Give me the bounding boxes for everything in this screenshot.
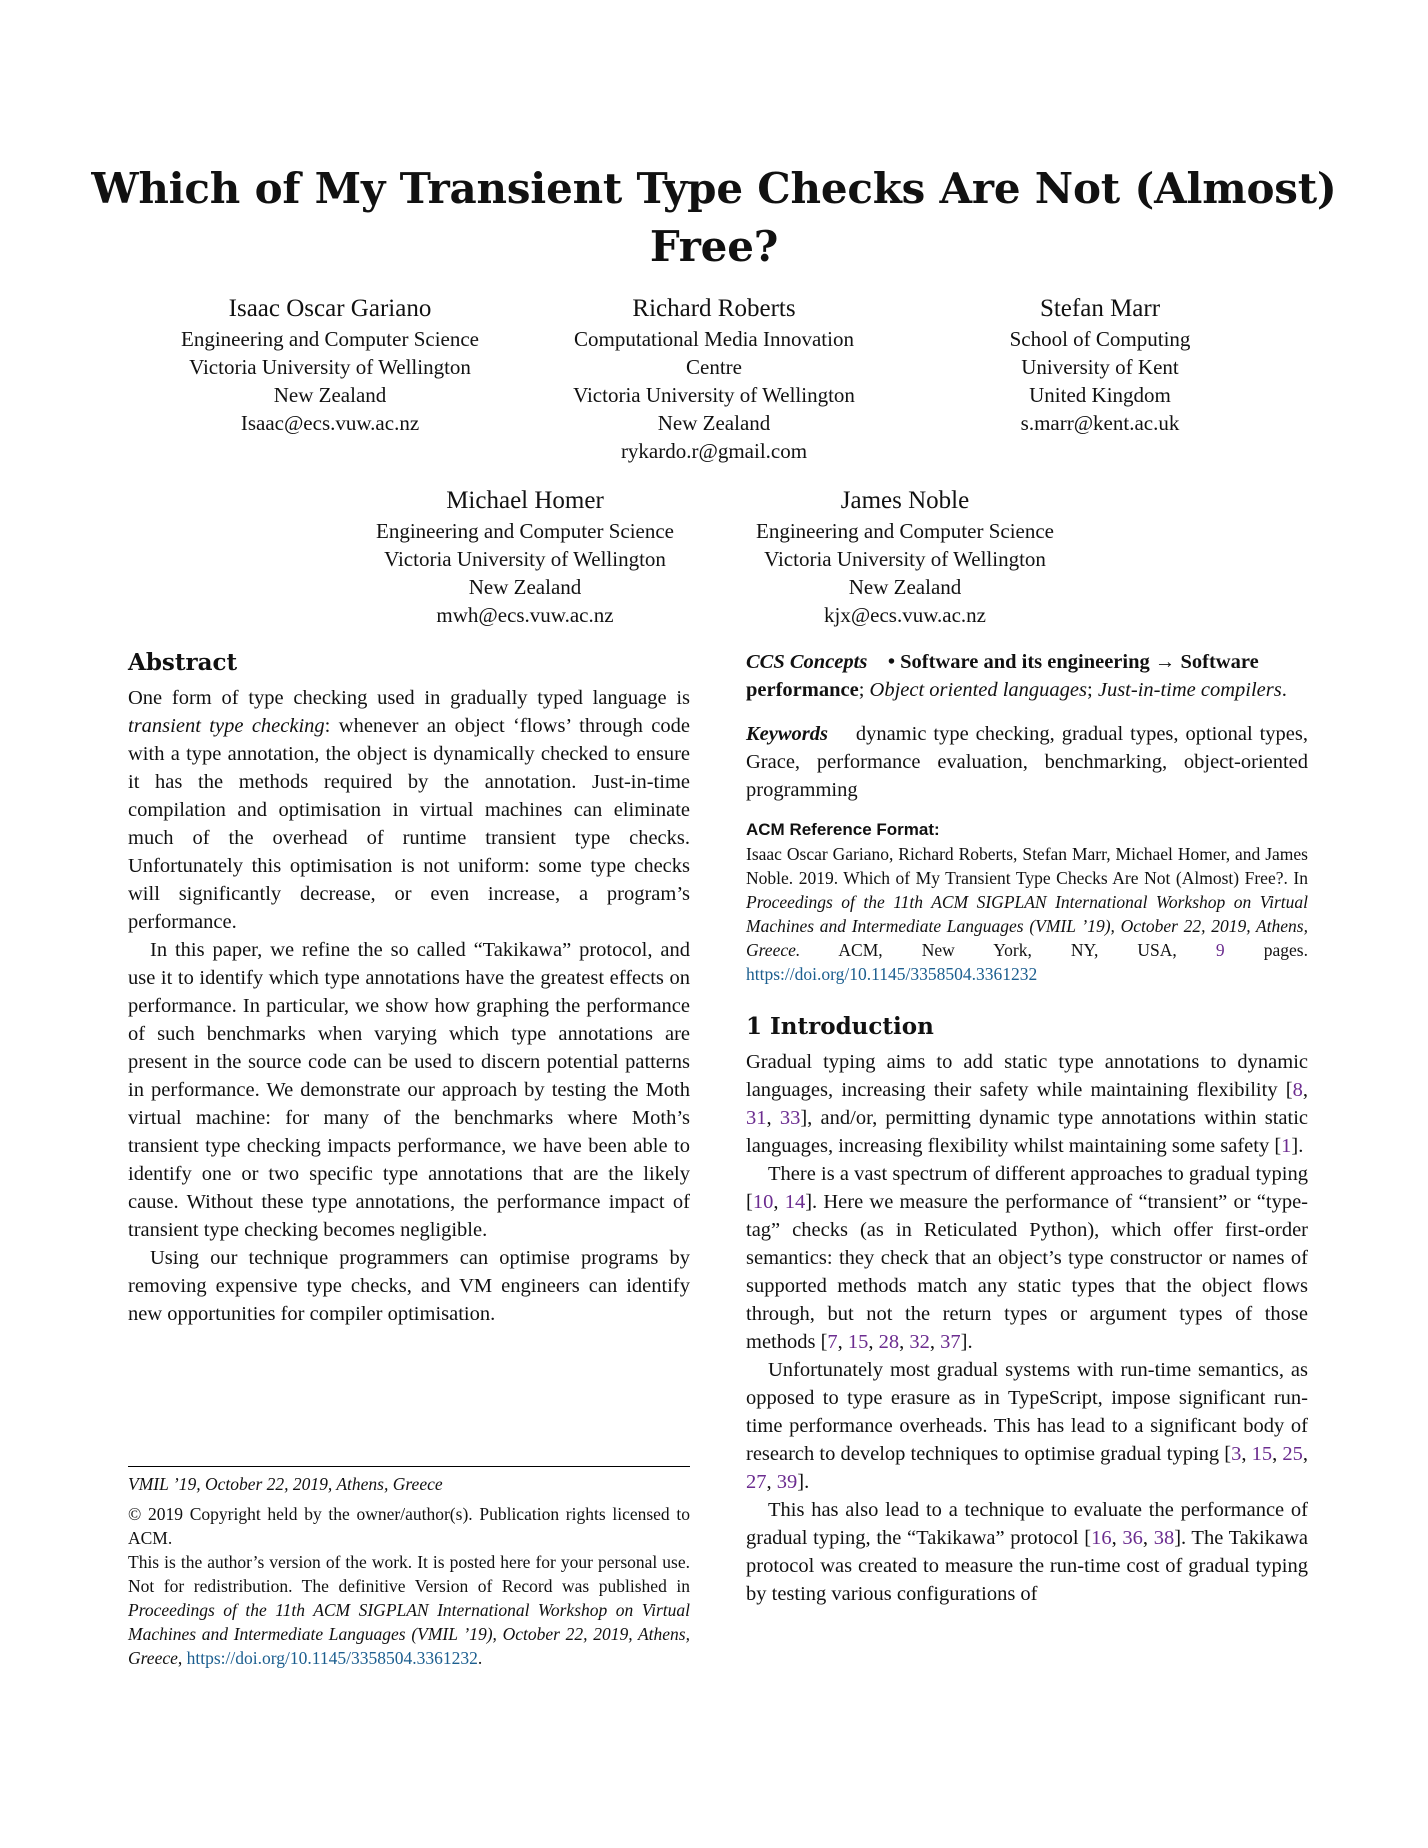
acm-ref-text: Isaac Oscar Gariano, Richard Roberts, Stefan Marr, Michael Homer, and James Noble. 2019. Which of My Transient Type Checks Are Not (Almost) Free?. In Proceedings of the 11th ACM SIGPLAN International Workshop on Virtual Machines and Intermediate Languages (VMIL ’19), October 22, 2019, Athens, Greece. ACM, New York, NY, USA, 9 pages. https://doi.org/10.1145/3358504.3361232 [746,844,1308,984]
author-block-4 [345,485,705,629]
paper-title: Which of My Transient Type Checks Are Not (Almost) Free? [91,164,1337,271]
intro-paragraph-4: This has also lead to a technique to evaluate the performance of gradual typing, the “Takikawa” protocol [16, 36, 38]. The Takikawa protocol was created to measure the run-time cost of gradual typing by testing various configurations of [746,1499,1308,1605]
footnote [128,1472,690,1670]
acm-ref-label: ACM Reference Format: [746,820,940,839]
author-name: Stefan Marr [1039,295,1161,322]
author-email: kjx@ecs.vuw.ac.nz [823,603,986,627]
footnote-copyright: © 2019 Copyright held by the owner/author(s). Publication rights licensed to ACM. [128,1504,690,1548]
acm-doi-link[interactable]: https://doi.org/10.1145/3358504.3361232 [746,964,1038,984]
author-dept: Engineering and Computer Science [181,327,479,351]
author-block-5 [725,485,1085,629]
author-org: University of Kent [1021,355,1179,379]
intro-paragraph-2: There is a vast spectrum of different approaches to gradual typing [10, 14]. Here we measure the performance of “transient” or “type-tag” checks (as in Reticulated Python), which offer first-order semantics: they check that an object’s type constructor or names of supported methods match any static types that the object flows through, but not the return types or argument types of those methods [7, 15, 28, 32, 37]. [746,1163,1308,1353]
abstract-paragraph-1: One form of type checking used in gradually typed language is transient type checking: whenever an object ‘flows’ through code with a type annotation, the object is dynamically checked to ensure it has the methods required by the annotation. Just-in-time compilation and optimisation in virtual machines can eliminate much of the overhead of runtime transient type checks. Unfortunately this optimisation is not uniform: some type checks will significantly decrease, or even increase, a program’s performance. [128,687,690,933]
author-country: United Kingdom [1029,383,1171,407]
author-email: Isaac@ecs.vuw.ac.nz [240,411,420,435]
author-dept: Computational Media Innovation Centre [574,327,854,379]
acm-reference [746,818,1308,986]
keywords: Keywords dynamic type checking, gradual types, optional types, Grace, performance evaluation, benchmarking, object-oriented programming [746,723,1309,801]
author-country: New Zealand [848,575,962,599]
author-org: Victoria University of Wellington [189,355,471,379]
ccs-label: CCS Concepts [746,651,868,673]
author-org: Victoria University of Wellington [384,547,666,571]
right-column [746,648,1308,1608]
abstract-paragraph-2: In this paper, we refine the so called “Takikawa” protocol, and use it to identify which type annotations have the greatest effects on performance. In particular, we show how graphing the performance of such benchmarks when varying which type annotations are present in the source code can be used to discern potential patterns in performance. We demonstrate our approach by testing the Moth virtual machine: for many of the benchmarks where Moth’s transient type checking impacts performance, we have been able to identify one or two specific type annotations that are the likely cause. Without these type annotations, the performance impact of transient type checking becomes negligible. [128,939,690,1241]
author-block-1 [150,293,510,437]
intro-paragraph-3: Unfortunately most gradual systems with run-time semantics, as opposed to type erasure as in TypeScript, impose significant run-time performance overheads. This has lead to a significant body of research to develop techniques to optimise gradual typing [3, 15, 25, 27, 39]. [746,1359,1309,1493]
author-block-3 [960,293,1240,437]
doi-link[interactable]: https://doi.org/10.1145/3358504.3361232 [186,1648,478,1668]
author-email: rykardo.r@gmail.com [620,439,808,463]
author-block-2 [549,293,879,465]
author-dept: School of Computing [1009,327,1191,351]
author-dept: Engineering and Computer Science [376,519,674,543]
abstract-paragraph-3: Using our technique programmers can optimise programs by removing expensive type checks, and VM engineers can identify new opportunities for compiler optimisation. [128,1247,690,1325]
introduction-heading: 1 Introduction [746,1013,934,1040]
intro-paragraph-1: Gradual typing aims to add static type annotations to dynamic languages, increasing their safety while maintaining flexibility [8, 31, 33], and/or, permitting dynamic type annotations within static languages, increasing flexibility whilst maintaining some safety [1]. [746,1051,1308,1157]
abstract-section [128,648,690,1328]
footnote-rule [128,1466,690,1467]
author-email: s.marr@kent.ac.uk [1020,411,1180,435]
footnote-venue: VMIL ’19, October 22, 2019, Athens, Greece [128,1474,443,1494]
author-name: James Noble [840,487,970,514]
keywords-label: Keywords [746,723,828,745]
author-name: Richard Roberts [632,295,796,322]
author-name: Michael Homer [446,487,604,514]
author-org: Victoria University of Wellington [573,383,855,407]
author-country: New Zealand [657,411,771,435]
footnote-version: This is the author’s version of the work. It is posted here for your personal use. Not for redistribution. The definitive Version of Record was published in Proceedings of the 11th ACM SIGPLAN International Workshop on Virtual Machines and Intermediate Languages (VMIL ’19), October 22, 2019, Athens, Greece, https://doi.org/10.1145/3358504.3361232. [128,1552,690,1668]
author-name: Isaac Oscar Gariano [228,295,432,322]
author-country: New Zealand [468,575,582,599]
author-dept: Engineering and Computer Science [756,519,1054,543]
author-email: mwh@ecs.vuw.ac.nz [436,603,614,627]
ccs-concepts: CCS Concepts • Software and its engineering → Software performance; Object oriented languages; Just-in-time compilers. [746,651,1287,701]
author-org: Victoria University of Wellington [764,547,1046,571]
abstract-heading: Abstract [128,649,238,676]
author-country: New Zealand [273,383,387,407]
